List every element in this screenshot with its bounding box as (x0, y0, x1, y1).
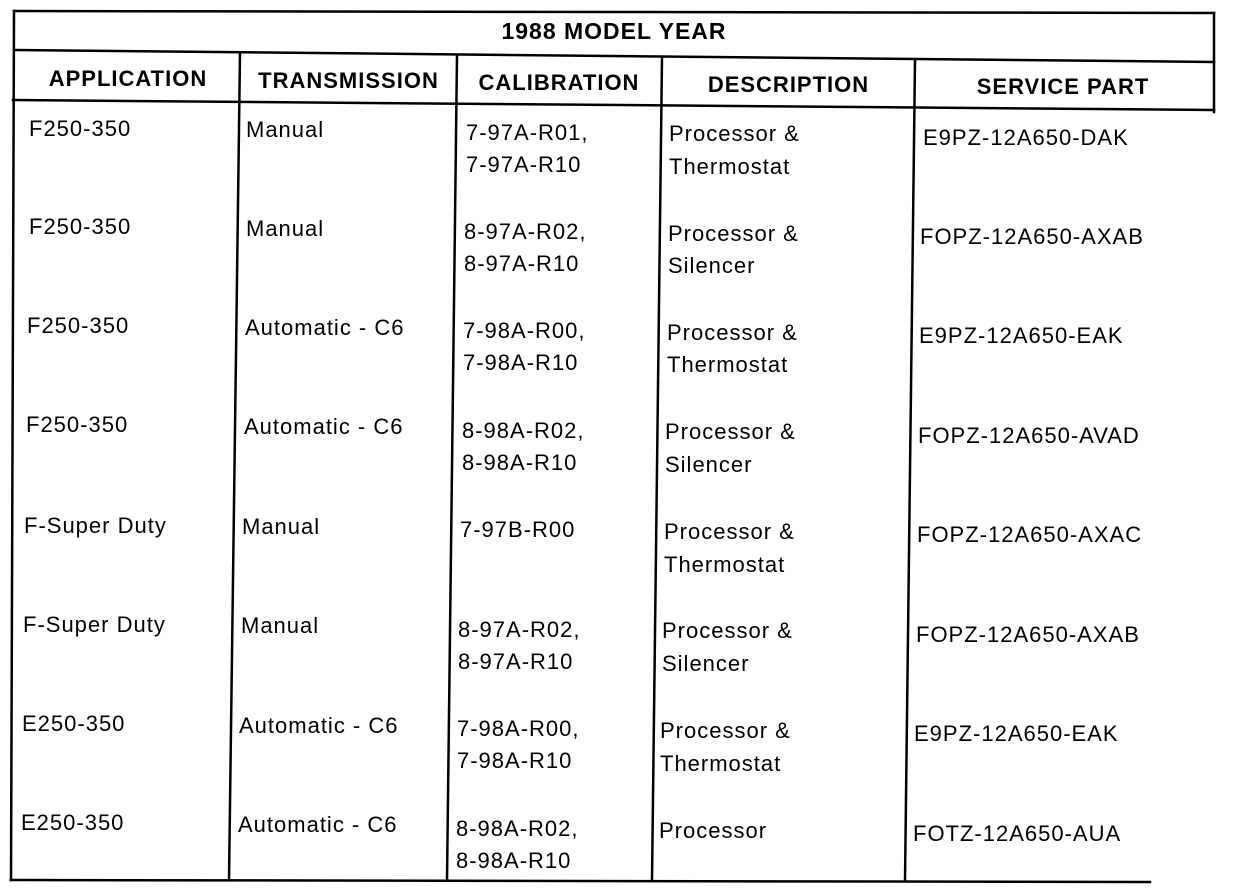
cell-description-line1: Processor & (664, 519, 795, 544)
cell-description-line1: Processor (659, 818, 768, 843)
cell-calibration-line1: 7-97A-R01, (466, 120, 589, 145)
cell-application: E250-350 (22, 711, 126, 736)
cell-service-part: E9PZ-12A650-EAK (914, 721, 1119, 746)
header-calibration: CALIBRATION (478, 70, 640, 95)
cell-application: F-Super Duty (23, 612, 166, 637)
table-title: 1988 MODEL YEAR (501, 18, 727, 44)
cell-transmission: Manual (241, 613, 320, 638)
cell-description-line2: Thermostat (664, 552, 786, 577)
cell-transmission: Manual (246, 117, 325, 142)
cell-service-part: E9PZ-12A650-DAK (923, 125, 1129, 150)
cell-calibration-line1: 8-98A-R02, (462, 418, 585, 443)
header-description: DESCRIPTION (707, 72, 870, 97)
cell-calibration-line2: 7-97A-R10 (466, 152, 582, 177)
cell-description-line1: Processor & (669, 121, 800, 146)
cell-application: F250-350 (29, 116, 132, 141)
cell-description-line2: Silencer (662, 651, 750, 676)
header-service-part: SERVICE PART (976, 74, 1150, 99)
cell-description-line1: Processor & (662, 618, 793, 643)
cell-calibration-line1: 7-97B-R00 (460, 517, 576, 542)
cell-service-part: E9PZ-12A650-EAK (919, 323, 1124, 348)
cell-transmission: Automatic - C6 (244, 414, 404, 439)
cell-service-part: FOPZ-12A650-AXAB (920, 224, 1144, 249)
cell-service-part: FOPZ-12A650-AXAC (917, 522, 1143, 547)
cell-calibration-line2: 7-98A-R10 (463, 350, 579, 375)
cell-calibration-line1: 8-98A-R02, (456, 816, 579, 841)
cell-description-line1: Processor & (667, 320, 798, 345)
cell-transmission: Manual (242, 514, 321, 539)
cell-calibration-line2: 8-98A-R10 (462, 450, 578, 475)
cell-application: F250-350 (27, 313, 130, 338)
cell-calibration-line2: 8-97A-R10 (464, 251, 580, 276)
cell-description-line2: Silencer (665, 452, 753, 477)
cell-application: E250-350 (21, 810, 125, 835)
cell-application: F250-350 (26, 412, 129, 437)
cell-calibration-line1: 8-97A-R02, (458, 617, 581, 642)
cell-calibration-line2: 8-98A-R10 (456, 848, 572, 873)
cell-description-line1: Processor & (660, 718, 791, 743)
cell-transmission: Automatic - C6 (239, 713, 399, 738)
cell-description-line2: Thermostat (669, 154, 791, 179)
cell-description-line2: Thermostat (667, 352, 789, 377)
cell-calibration-line2: 8-97A-R10 (458, 649, 574, 674)
cell-calibration-line2: 7-98A-R10 (457, 748, 573, 773)
cell-description-line2: Thermostat (660, 751, 782, 776)
cell-service-part: FOPZ-12A650-AVAD (918, 423, 1140, 448)
cell-description-line1: Processor & (665, 419, 796, 444)
cell-transmission: Automatic - C6 (245, 315, 405, 340)
header-transmission: TRANSMISSION (258, 68, 439, 93)
cell-transmission: Automatic - C6 (238, 812, 398, 837)
cell-service-part: FOPZ-12A650-AXAB (916, 622, 1140, 647)
cell-description-line1: Processor & (668, 221, 799, 246)
cell-application: F-Super Duty (24, 513, 167, 538)
cell-application: F250-350 (29, 214, 132, 239)
cell-transmission: Manual (246, 216, 325, 241)
cell-calibration-line1: 8-97A-R02, (464, 219, 587, 244)
cell-calibration-line1: 7-98A-R00, (463, 318, 586, 343)
cell-calibration-line1: 7-98A-R00, (457, 716, 580, 741)
cell-service-part: FOTZ-12A650-AUA (913, 821, 1122, 846)
header-application: APPLICATION (48, 66, 208, 91)
cell-description-line2: Silencer (668, 253, 756, 278)
